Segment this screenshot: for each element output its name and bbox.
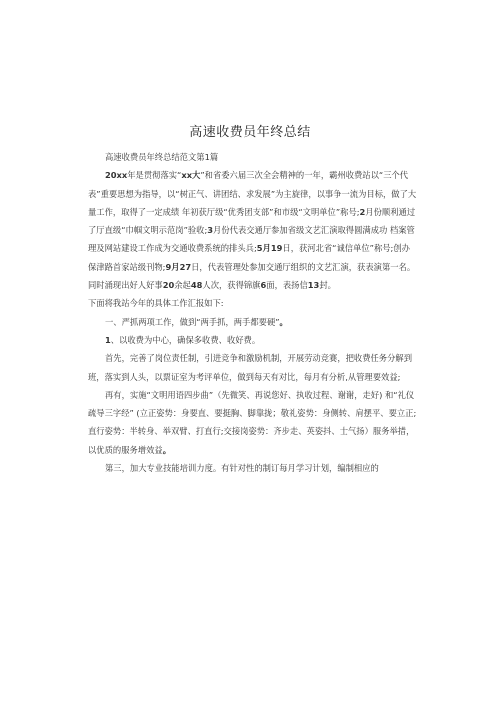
paragraph-7: 第三，加大专业技能培训力度。有针对性的制订每月学习计划，编制相应的 <box>105 463 379 474</box>
text-segment: ”和省委六届三次全会精神的一年，霸州收费站以“三个代表”重要思想为指导，以“树正气、讲团结、求发展”为主旋律，以事争一流为目标，做了大量工作，取得了一定成绩 年初获厅级“优秀团支部”和市级“文明单位”称号; <box>88 170 417 217</box>
text-segment: 日，代表管理处参加交通厅组织的文艺汇演，获表演第一名。同时涌现出好人好事 <box>88 261 416 291</box>
text-segment: 面，表扬信 <box>266 280 308 291</box>
paragraph-1 <box>88 166 418 294</box>
subtitle: 高速收费员年终总结范文第1篇 <box>105 152 219 162</box>
document-body <box>88 148 418 477</box>
number-text: 2 <box>359 206 366 217</box>
number-text: 19 <box>270 243 283 254</box>
text-segment: 月份代表交通厅参加省级文艺汇演取得圆满成功 档案管理及网站建设工作成为交通收费系统的排头兵; <box>88 225 415 254</box>
text-segment: 年是贯彻落实“ <box>127 170 182 181</box>
number-text: 3 <box>207 225 214 236</box>
paragraph-5: 首先，完善了岗位责任制，引进竞争和激励机制，开展劳动竞赛，把收费任务分解到班，落实到人头，以票证室为考评单位，做到每天有对比，每月有分析,从管理要效益; <box>88 353 412 382</box>
text-segment: 再有，实施“文明用语四步曲”（先微笑、再说您好、执收过程、谢谢，走好) 和“礼仪疏导三字经” (立正姿势：身要直、要挺胸、脚靠拢；敬礼姿势：身侧转、肩摆平、要立正;直行姿势：半转身、举双臂、打直行;交接岗姿势：齐步走、英姿抖、士气扬）服务举措，以优质的服务增效益 <box>88 389 417 455</box>
number-text: 6 <box>260 280 267 291</box>
paragraph-6 <box>88 386 418 459</box>
text-segment: 人次，获得锦旗 <box>202 280 261 291</box>
text-segment: 一、严抓两项工作，做到“两手抓，两手都要硬” <box>105 316 280 327</box>
text-segment: 月份顺利通过了厅直级“巾帼文明示范岗”验收; <box>88 206 416 236</box>
text-segment: 日，获河北省“诚信单位”称号;创办保津路首家站级刊物; <box>88 243 410 272</box>
year-text: 20xx <box>105 170 128 181</box>
text-segment: 月 <box>262 243 271 254</box>
text-segment: 月 <box>171 261 180 272</box>
text-segment: 。 <box>279 316 288 327</box>
paragraph-2: 下面将我站今年的具体工作汇报如下: <box>88 298 224 309</box>
text-segment: 余起 <box>174 280 191 291</box>
sub-heading-1 <box>88 331 418 349</box>
text-segment: 。 <box>162 444 171 455</box>
page-title: 高速收费员年终总结 <box>189 125 311 140</box>
number-text: 9 <box>165 261 172 272</box>
text-segment: 、以收费为中心，确保多收费、收好费。 <box>110 334 261 345</box>
number-text: 5 <box>256 243 263 254</box>
text-segment: xx大 <box>181 170 201 181</box>
number-text: 1 <box>105 334 111 345</box>
number-text: 20 <box>162 280 175 291</box>
number-text: 48 <box>190 280 203 291</box>
text-segment: 封。 <box>319 280 336 291</box>
section-heading-1 <box>88 313 418 331</box>
number-text: 27 <box>179 261 192 272</box>
number-text: 13 <box>307 280 320 291</box>
